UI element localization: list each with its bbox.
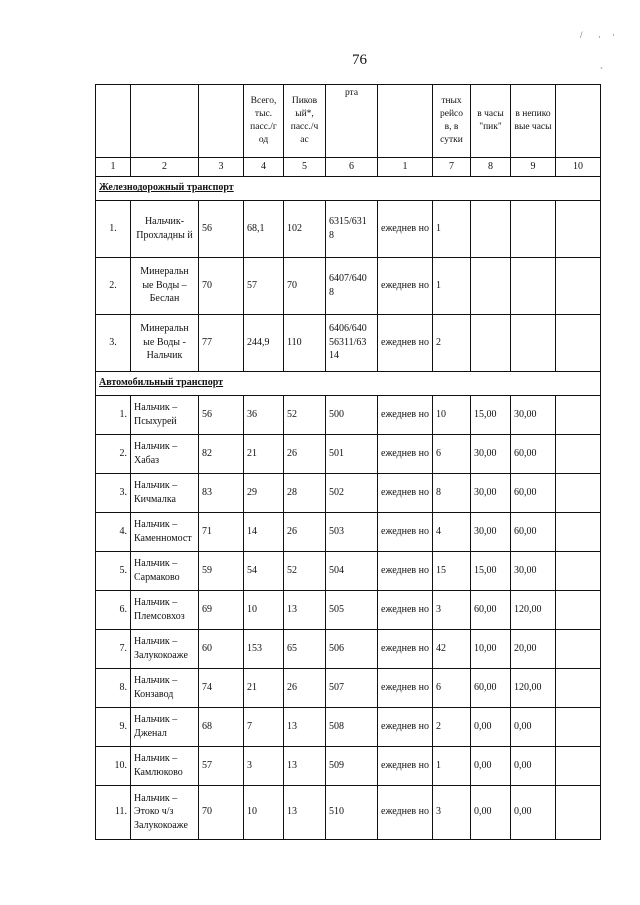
data-cell: 56	[199, 200, 244, 257]
peak-interval-cell: 30,00	[471, 434, 511, 473]
row-number-cell: 6.	[96, 590, 131, 629]
table-row	[96, 200, 601, 257]
table-row	[96, 668, 601, 707]
peak-interval-cell	[471, 257, 511, 314]
total-passengers-cell: 14	[244, 512, 284, 551]
trips-per-day-cell: 10	[433, 395, 471, 434]
peak-passengers-cell: 13	[284, 785, 326, 839]
column-number: 1	[96, 158, 131, 177]
trips-per-day-cell: 1	[433, 746, 471, 785]
column-number: 7	[433, 158, 471, 177]
peak-passengers-cell: 52	[284, 395, 326, 434]
total-passengers-cell: 29	[244, 473, 284, 512]
table-row	[96, 629, 601, 668]
header-cell-route-number: рта	[326, 85, 378, 158]
total-passengers-cell: 57	[244, 257, 284, 314]
row-number-cell: 2.	[96, 434, 131, 473]
table-row	[96, 473, 601, 512]
section-header-row	[96, 371, 601, 395]
frequency-cell: ежеднев но	[378, 200, 433, 257]
row-number-cell: 1.	[96, 200, 131, 257]
frequency-cell: ежеднев но	[378, 314, 433, 371]
peak-passengers-cell: 13	[284, 590, 326, 629]
route-name-cell: Нальчик – Хабаз	[131, 434, 199, 473]
route-name-cell: Нальчик – Каменномост	[131, 512, 199, 551]
header-cell-peak-passengers: Пиков ый*, пасс./ч ас	[284, 85, 326, 158]
trips-per-day-cell: 2	[433, 707, 471, 746]
data-cell: 74	[199, 668, 244, 707]
offpeak-interval-cell: 60,00	[511, 473, 556, 512]
peak-interval-cell: 15,00	[471, 551, 511, 590]
data-cell	[556, 257, 601, 314]
data-cell	[556, 473, 601, 512]
route-number-cell: 6315/631 8	[326, 200, 378, 257]
trips-per-day-cell: 4	[433, 512, 471, 551]
column-number: 9	[511, 158, 556, 177]
data-cell	[556, 707, 601, 746]
trips-per-day-cell: 3	[433, 590, 471, 629]
total-passengers-cell: 21	[244, 668, 284, 707]
table-row	[96, 314, 601, 371]
trips-per-day-cell: 6	[433, 434, 471, 473]
route-name-cell: Нальчик – Племсовхоз	[131, 590, 199, 629]
column-number: 4	[244, 158, 284, 177]
row-number-cell: 3.	[96, 314, 131, 371]
data-cell: 56	[199, 395, 244, 434]
offpeak-interval-cell: 30,00	[511, 551, 556, 590]
frequency-cell: ежеднев но	[378, 512, 433, 551]
route-number-cell: 505	[326, 590, 378, 629]
total-passengers-cell: 10	[244, 785, 284, 839]
data-cell: 57	[199, 746, 244, 785]
row-number-cell: 7.	[96, 629, 131, 668]
header-cell	[556, 85, 601, 158]
header-cell-offpeak-hours: в непико вые часы	[511, 85, 556, 158]
peak-passengers-cell: 26	[284, 434, 326, 473]
data-cell	[556, 395, 601, 434]
column-number: 8	[471, 158, 511, 177]
offpeak-interval-cell: 20,00	[511, 629, 556, 668]
scan-mark: ·	[612, 30, 615, 40]
total-passengers-cell: 3	[244, 746, 284, 785]
route-name-cell: Нальчик – Залукокоаже	[131, 629, 199, 668]
total-passengers-cell: 54	[244, 551, 284, 590]
row-number-cell: 10.	[96, 746, 131, 785]
route-number-cell: 506	[326, 629, 378, 668]
peak-passengers-cell: 13	[284, 746, 326, 785]
frequency-cell: ежеднев но	[378, 668, 433, 707]
route-name-cell: Нальчик – Сармаково	[131, 551, 199, 590]
page-number: 76	[352, 52, 367, 68]
frequency-cell: ежеднев но	[378, 746, 433, 785]
peak-passengers-cell: 70	[284, 257, 326, 314]
header-cell	[378, 85, 433, 158]
header-cell-total-passengers: Всего, тыс. пасс./г од	[244, 85, 284, 158]
header-cell-peak-hours: в часы "пик"	[471, 85, 511, 158]
data-cell	[556, 434, 601, 473]
route-name-cell: Нальчик – Псыхурей	[131, 395, 199, 434]
section-header-row	[96, 176, 601, 200]
peak-passengers-cell: 102	[284, 200, 326, 257]
peak-interval-cell	[471, 314, 511, 371]
frequency-cell: ежеднев но	[378, 434, 433, 473]
data-cell	[556, 200, 601, 257]
data-cell: 68	[199, 707, 244, 746]
frequency-cell: ежеднев но	[378, 473, 433, 512]
table-row	[96, 395, 601, 434]
data-cell	[556, 668, 601, 707]
trips-per-day-cell: 42	[433, 629, 471, 668]
header-row	[96, 85, 601, 158]
offpeak-interval-cell	[511, 314, 556, 371]
table-row	[96, 746, 601, 785]
table-row	[96, 257, 601, 314]
route-name-cell: Нальчик – Конзавод	[131, 668, 199, 707]
table-row	[96, 707, 601, 746]
offpeak-interval-cell: 0,00	[511, 746, 556, 785]
total-passengers-cell: 36	[244, 395, 284, 434]
peak-interval-cell: 0,00	[471, 707, 511, 746]
peak-passengers-cell: 26	[284, 668, 326, 707]
peak-passengers-cell: 28	[284, 473, 326, 512]
data-cell: 82	[199, 434, 244, 473]
peak-interval-cell: 60,00	[471, 590, 511, 629]
peak-interval-cell: 0,00	[471, 746, 511, 785]
trips-per-day-cell: 1	[433, 257, 471, 314]
route-number-cell: 507	[326, 668, 378, 707]
offpeak-interval-cell: 0,00	[511, 785, 556, 839]
offpeak-interval-cell: 60,00	[511, 434, 556, 473]
section-title: Автомобильный транспорт	[96, 371, 601, 395]
route-name-cell: Нальчик – Кичмалка	[131, 473, 199, 512]
row-number-cell: 3.	[96, 473, 131, 512]
data-cell: 70	[199, 785, 244, 839]
row-number-cell: 5.	[96, 551, 131, 590]
frequency-cell: ежеднев но	[378, 707, 433, 746]
peak-interval-cell: 0,00	[471, 785, 511, 839]
route-name-cell: Нальчик – Камлюково	[131, 746, 199, 785]
frequency-cell: ежеднев но	[378, 257, 433, 314]
data-cell: 83	[199, 473, 244, 512]
route-name-cell: Нальчик-Прохладны й	[131, 200, 199, 257]
trips-per-day-cell: 6	[433, 668, 471, 707]
data-cell: 69	[199, 590, 244, 629]
scan-mark: ·	[598, 32, 601, 42]
column-number: 3	[199, 158, 244, 177]
peak-interval-cell: 30,00	[471, 473, 511, 512]
trips-per-day-cell: 15	[433, 551, 471, 590]
route-number-cell: 508	[326, 707, 378, 746]
route-number-cell: 503	[326, 512, 378, 551]
offpeak-interval-cell: 30,00	[511, 395, 556, 434]
peak-passengers-cell: 65	[284, 629, 326, 668]
header-cell-trips-per-day: тных рейсо в, в сутки	[433, 85, 471, 158]
offpeak-interval-cell	[511, 200, 556, 257]
route-name-cell: Нальчик – Дженал	[131, 707, 199, 746]
peak-passengers-cell: 26	[284, 512, 326, 551]
column-number: 5	[284, 158, 326, 177]
route-number-cell: 504	[326, 551, 378, 590]
frequency-cell: ежеднев но	[378, 551, 433, 590]
route-name-cell: Минеральн ые Воды - Нальчик	[131, 314, 199, 371]
table-row	[96, 434, 601, 473]
total-passengers-cell: 68,1	[244, 200, 284, 257]
data-cell: 59	[199, 551, 244, 590]
column-number: 10	[556, 158, 601, 177]
frequency-cell: ежеднев но	[378, 785, 433, 839]
header-cell	[131, 85, 199, 158]
column-number: 1	[378, 158, 433, 177]
data-cell: 71	[199, 512, 244, 551]
offpeak-interval-cell: 60,00	[511, 512, 556, 551]
scan-mark: /	[580, 30, 583, 40]
data-cell	[556, 551, 601, 590]
data-cell: 70	[199, 257, 244, 314]
transport-routes-table	[95, 84, 601, 840]
trips-per-day-cell: 8	[433, 473, 471, 512]
peak-passengers-cell: 110	[284, 314, 326, 371]
offpeak-interval-cell: 120,00	[511, 668, 556, 707]
data-cell	[556, 746, 601, 785]
header-cell	[199, 85, 244, 158]
peak-interval-cell: 10,00	[471, 629, 511, 668]
offpeak-interval-cell: 0,00	[511, 707, 556, 746]
total-passengers-cell: 21	[244, 434, 284, 473]
peak-passengers-cell: 52	[284, 551, 326, 590]
data-cell	[556, 785, 601, 839]
row-number-cell: 1.	[96, 395, 131, 434]
data-cell	[556, 314, 601, 371]
total-passengers-cell: 244,9	[244, 314, 284, 371]
frequency-cell: ежеднев но	[378, 590, 433, 629]
total-passengers-cell: 7	[244, 707, 284, 746]
route-number-cell: 500	[326, 395, 378, 434]
route-number-cell: 502	[326, 473, 378, 512]
row-number-cell: 4.	[96, 512, 131, 551]
offpeak-interval-cell: 120,00	[511, 590, 556, 629]
table-body	[96, 85, 601, 840]
header-cell	[96, 85, 131, 158]
offpeak-interval-cell	[511, 257, 556, 314]
data-cell	[556, 512, 601, 551]
trips-per-day-cell: 1	[433, 200, 471, 257]
data-cell	[556, 629, 601, 668]
column-number: 2	[131, 158, 199, 177]
peak-interval-cell	[471, 200, 511, 257]
table-row	[96, 785, 601, 839]
peak-interval-cell: 15,00	[471, 395, 511, 434]
total-passengers-cell: 153	[244, 629, 284, 668]
column-number-row	[96, 158, 601, 177]
route-number-cell: 6406/640 56311/63 14	[326, 314, 378, 371]
trips-per-day-cell: 3	[433, 785, 471, 839]
route-number-cell: 509	[326, 746, 378, 785]
peak-interval-cell: 60,00	[471, 668, 511, 707]
route-name-cell: Нальчик – Этоко ч/з Залукокоаже	[131, 785, 199, 839]
trips-per-day-cell: 2	[433, 314, 471, 371]
section-title: Железнодорожный транспорт	[96, 176, 601, 200]
table-row	[96, 590, 601, 629]
scan-mark: `	[600, 66, 603, 76]
peak-passengers-cell: 13	[284, 707, 326, 746]
data-cell	[556, 590, 601, 629]
row-number-cell: 11.	[96, 785, 131, 839]
table-row	[96, 512, 601, 551]
row-number-cell: 9.	[96, 707, 131, 746]
row-number-cell: 8.	[96, 668, 131, 707]
row-number-cell: 2.	[96, 257, 131, 314]
total-passengers-cell: 10	[244, 590, 284, 629]
frequency-cell: ежеднев но	[378, 629, 433, 668]
route-number-cell: 6407/640 8	[326, 257, 378, 314]
column-number: 6	[326, 158, 378, 177]
frequency-cell: ежеднев но	[378, 395, 433, 434]
route-name-cell: Минеральн ые Воды – Беслан	[131, 257, 199, 314]
data-cell: 77	[199, 314, 244, 371]
route-number-cell: 510	[326, 785, 378, 839]
route-number-cell: 501	[326, 434, 378, 473]
data-cell: 60	[199, 629, 244, 668]
peak-interval-cell: 30,00	[471, 512, 511, 551]
table-row	[96, 551, 601, 590]
